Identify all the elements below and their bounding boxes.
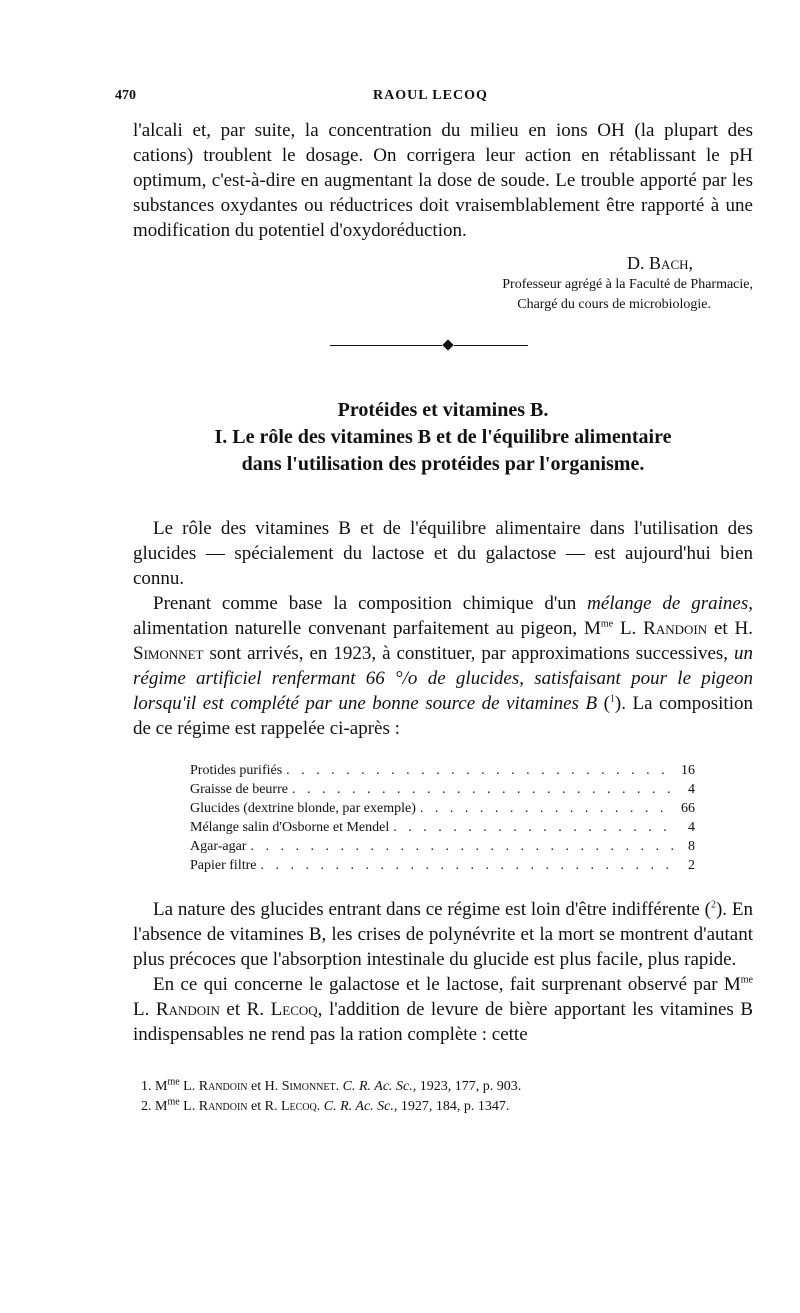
signature-block [133, 251, 753, 315]
row-label: Mélange salin d'Osborne et Mendel [190, 820, 390, 835]
footnote-title-m: M [155, 1099, 168, 1114]
footnote-ref-2: 2 [710, 899, 716, 911]
leader-dots [286, 761, 675, 780]
divider-line-left [330, 345, 442, 346]
row-value: 4 [688, 782, 695, 797]
footnote-number: 2. [141, 1099, 152, 1114]
signature-title: Professeur agrégé à la Faculté de Pharmacie, [502, 277, 753, 292]
row-value: 16 [681, 763, 695, 778]
row-label: Glucides (dextrine blonde, par exemple) [190, 801, 416, 816]
footnote-number: 1. [141, 1079, 152, 1094]
leader-dots [292, 780, 675, 799]
paragraph-2 [133, 591, 753, 741]
footnote-title-m: M [155, 1079, 168, 1094]
table-row [190, 780, 695, 799]
p2-text-d: et H. [707, 618, 754, 639]
row-label: Papier filtre [190, 858, 257, 873]
footnote-title-sup: me [167, 1096, 180, 1108]
p2-text-c: L. [613, 618, 644, 639]
leader-dots [393, 818, 675, 837]
footnote-author-2: Lecoq [280, 1099, 317, 1114]
footnote-text-b: et R. [247, 1099, 281, 1114]
footnote-title-sup: me [167, 1076, 180, 1088]
page-header [115, 88, 753, 118]
p2-author-simonnet: Simonnet [133, 643, 204, 664]
footnote-text-a: L. [179, 1099, 199, 1114]
article-title-block [133, 397, 753, 478]
leader-dots [260, 856, 675, 875]
footnote-citation: , 1927, 184, p. 1347. [393, 1099, 510, 1114]
p4-sup: me [740, 974, 753, 986]
divider-ornament-icon [442, 339, 453, 350]
p2-text-g: ). La composition de ce régime est rappelée ci-après : [133, 693, 753, 739]
leader-dots [250, 837, 675, 856]
table-row [190, 837, 695, 856]
table-row [190, 799, 695, 818]
article-title: Protéides et vitamines B. [337, 399, 549, 421]
page-number: 470 [115, 88, 136, 103]
p2-author-randoin: Randoin [643, 618, 708, 639]
paragraph-3 [133, 897, 753, 972]
footnote-text-b: et H. [247, 1079, 282, 1094]
footnote-ref-1: 1 [609, 693, 615, 705]
p4-author-lecoq: Lecoq [270, 999, 318, 1020]
table-row [190, 856, 695, 875]
footnote-text-c: . [335, 1079, 343, 1094]
p4-author-randoin: Randoin [155, 999, 220, 1020]
row-value: 2 [688, 858, 695, 873]
p2-italic-b: un régime artificiel renfermant 66 °/o de glucides, satisfaisant pour le pigeon lorsqu'il est complété par une bonne source de vitamines B [133, 643, 753, 714]
row-value: 66 [681, 801, 695, 816]
paragraph-4 [133, 972, 753, 1047]
document-page [115, 88, 754, 1117]
article-subtitle-line1: I. Le rôle des vitamines B et de l'équilibre alimentaire [214, 426, 672, 448]
footnotes [133, 1077, 753, 1117]
footnote-1 [141, 1077, 753, 1097]
p2-text-e: sont arrivés, en 1923, à constituer, par approximations successives, [203, 643, 734, 664]
signature-position: Chargé du cours de microbiologie. [517, 297, 711, 312]
footnote-text-a: L. [179, 1079, 199, 1094]
table-row [190, 761, 695, 780]
row-label: Agar-agar [190, 839, 247, 854]
row-value: 8 [688, 839, 695, 854]
footnote-author-1: Randoin [198, 1079, 248, 1094]
p4-text-c: et R. [219, 999, 271, 1020]
paragraph-1: Le rôle des vitamines B et de l'équilibre alimentaire dans l'utilisation des glucides — spécialement du lactose et du galactose — est aujourd'hui bien connu. [133, 518, 753, 589]
intro-paragraph: l'alcali et, par suite, la concentration du milieu en ions OH (la plupart des cations) troublent le dosage. On corrigera leur action en rétablissant le pH optimum, c'est-à-dire en augmentant la dose de soude. Le trouble apporté par les substances oxydantes ou réductrices doit vraisemblablement être rapporté à une modification du potentiel d'oxydoréduction. [133, 120, 753, 241]
footnote-text-c: . [316, 1099, 324, 1114]
row-value: 4 [688, 820, 695, 835]
footnote-2 [141, 1097, 753, 1117]
p2-text-a: Prenant comme base la composition chimique d'un [153, 593, 588, 614]
table-row [190, 818, 695, 837]
footnote-author-1: Randoin [198, 1099, 248, 1114]
divider-line-right [454, 345, 528, 346]
signature-name-text: D. Bach, [627, 253, 693, 273]
p3-text-b: ). En l'absence de vitamines B, les crises de polynévrite et la mort se montrent d'autant plus précoces que l'absorption intestinale du glucide est plus facile, plus rapide. [133, 899, 753, 970]
p4-text-b: L. [133, 999, 156, 1020]
p2-text-b: , alimentation naturelle convenant parfaitement au pigeon, M [133, 593, 753, 639]
section-divider [133, 331, 753, 359]
leader-dots [420, 799, 675, 818]
p4-text-d: , l'addition de levure de bière apportant les vitamines B indispensables ne rend pas la ration complète : cette [133, 999, 753, 1045]
footnote-citation: , 1923, 177, p. 903. [412, 1079, 522, 1094]
footnote-journal: C. R. Ac. Sc. [323, 1099, 394, 1114]
p3-text-a: La nature des glucides entrant dans ce régime est loin d'être indifférente ( [153, 899, 711, 920]
p2-sup-a: me [600, 618, 614, 630]
running-head: RAOUL LECOQ [373, 88, 488, 103]
row-label: Protides purifiés [190, 763, 283, 778]
p2-italic-a: mélange de graines [587, 593, 749, 614]
footnote-author-2: Simonnet [281, 1079, 336, 1094]
p2-text-f: ( [597, 693, 610, 714]
article-subtitle-line2: dans l'utilisation des protéides par l'organisme. [241, 453, 645, 475]
footnote-journal: C. R. Ac. Sc. [342, 1079, 413, 1094]
row-label: Graisse de beurre [190, 782, 288, 797]
diet-composition-table [190, 761, 695, 875]
p4-text-a: En ce qui concerne le galactose et le lactose, fait surprenant observé par M [153, 974, 741, 995]
signature-name [133, 251, 693, 275]
